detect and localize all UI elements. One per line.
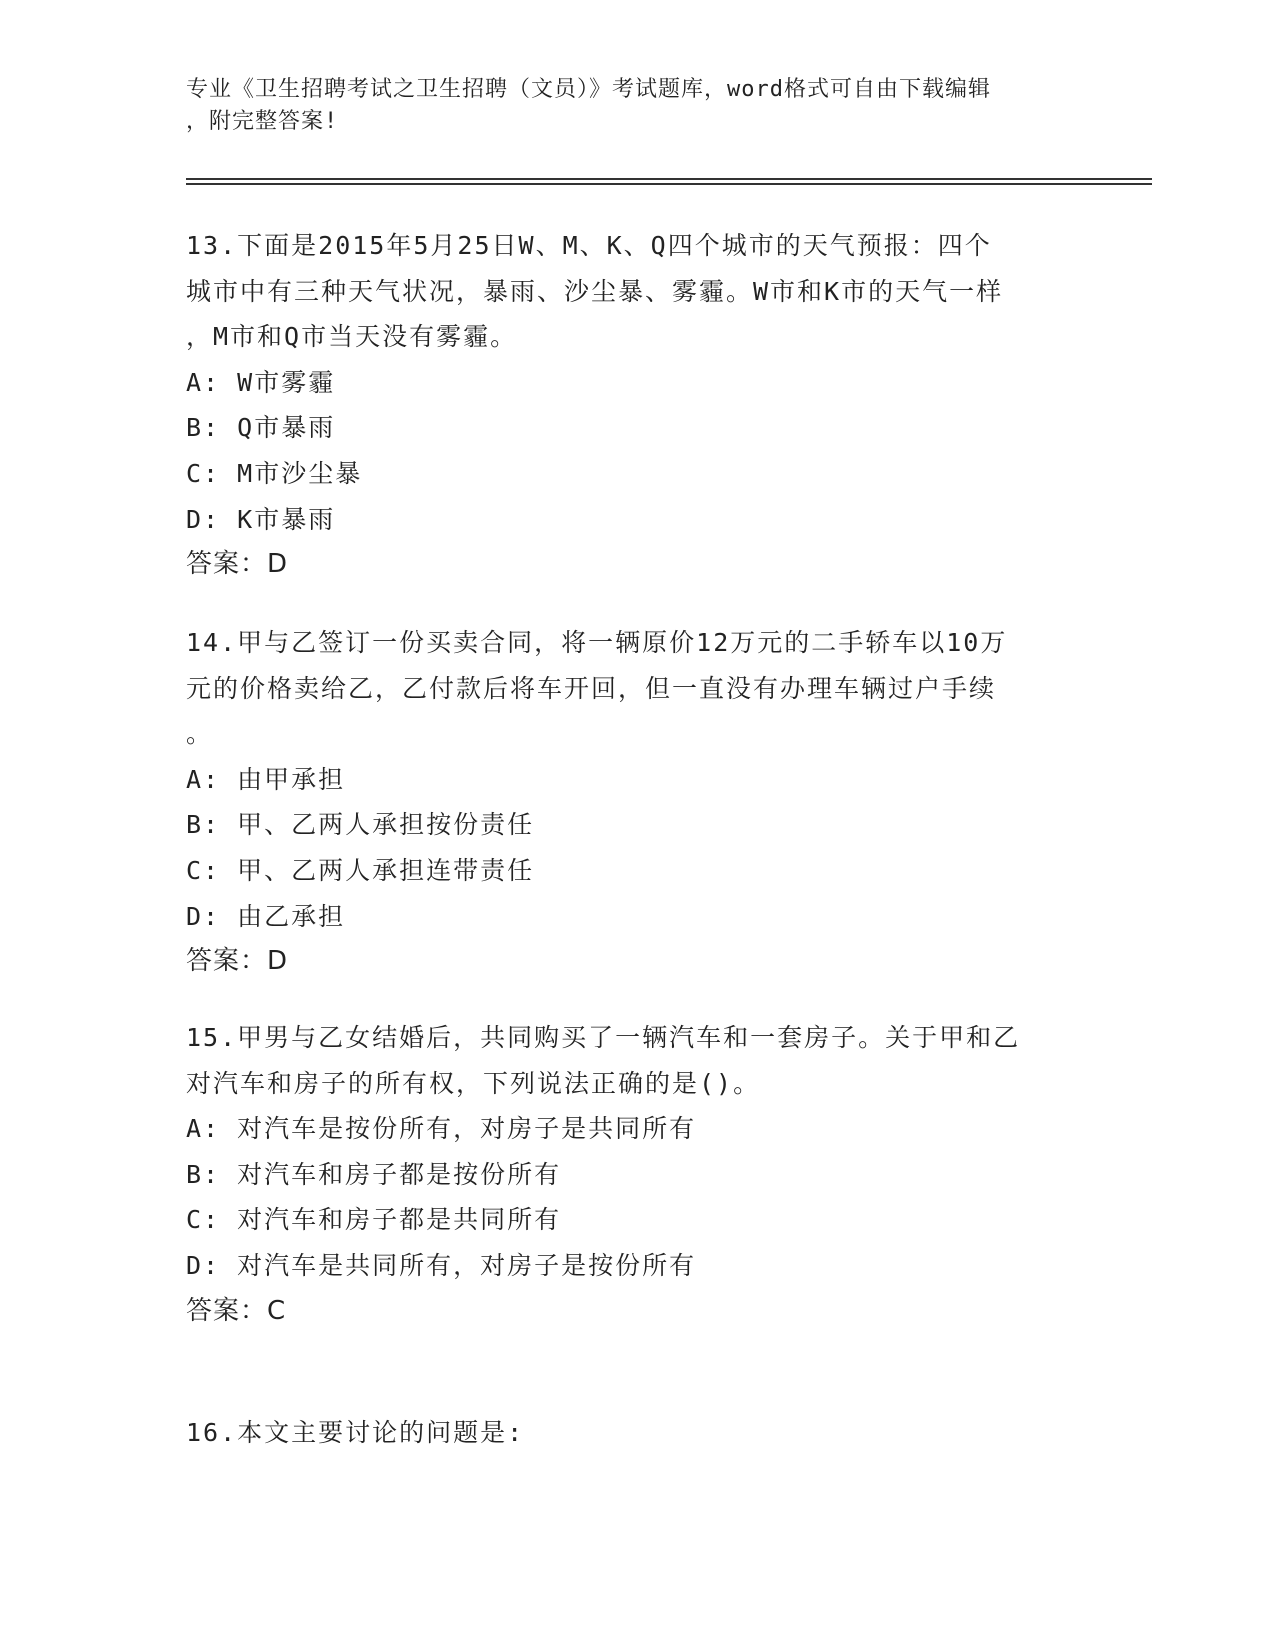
question-15: [186, 1015, 1086, 1334]
question-stem-line: 13.下面是2015年5月25日W、M、K、Q四个城市的天气预报：四个: [186, 231, 992, 260]
question-stem-line: 14.甲与乙签订一份买卖合同，将一辆原价12万元的二手轿车以10万: [186, 628, 1008, 657]
question-14: [186, 620, 1086, 985]
question-stem-line: 城市中有三种天气状况，暴雨、沙尘暴、雾霾。W市和K市的天气一样: [186, 276, 1004, 306]
option-a: A: W市雾霾: [186, 367, 336, 397]
option-a: A: 对汽车是按份所有，对房子是共同所有: [186, 1114, 697, 1144]
option-d: D: K市暴雨: [186, 504, 336, 534]
question-stem-line: 对汽车和房子的所有权，下列说法正确的是()。: [186, 1068, 761, 1098]
question-16: [186, 1410, 1086, 1456]
option-d: D: 由乙承担: [186, 901, 346, 931]
answer-label: 答案：D: [186, 549, 289, 580]
option-c: C: 对汽车和房子都是共同所有: [186, 1205, 562, 1235]
question-13: [186, 223, 1086, 588]
option-b: B: Q市暴雨: [186, 413, 336, 443]
question-stem-line: 元的价格卖给乙，乙付款后将车开回，但一直没有办理车辆过户手续: [186, 673, 997, 703]
header-divider-bottom: [186, 183, 1152, 185]
document-header: [186, 74, 1086, 138]
question-stem-line: ，M市和Q市当天没有雾霾。: [186, 322, 518, 352]
option-b: B: 对汽车和房子都是按份所有: [186, 1159, 562, 1189]
option-b: B: 甲、乙两人承担按份责任: [186, 810, 535, 840]
header-line-1: 专业《卫生招聘考试之卫生招聘（文员）》考试题库，word格式可自由下载编辑: [186, 77, 991, 102]
question-stem-line: 。: [186, 719, 214, 749]
option-a: A: 由甲承担: [186, 764, 346, 794]
option-c: C: M市沙尘暴: [186, 458, 363, 488]
answer-label: 答案：C: [186, 1295, 287, 1326]
header-divider-top: [186, 178, 1152, 180]
option-c: C: 甲、乙两人承担连带责任: [186, 855, 535, 885]
option-d: D: 对汽车是共同所有，对房子是按份所有: [186, 1250, 697, 1280]
question-stem-line: 16.本文主要讨论的问题是:: [186, 1418, 525, 1447]
answer-label: 答案：D: [186, 946, 289, 977]
header-line-2: ，附完整答案!: [186, 109, 339, 134]
question-stem-line: 15.甲男与乙女结婚后，共同购买了一辆汽车和一套房子。关于甲和乙: [186, 1023, 1021, 1052]
